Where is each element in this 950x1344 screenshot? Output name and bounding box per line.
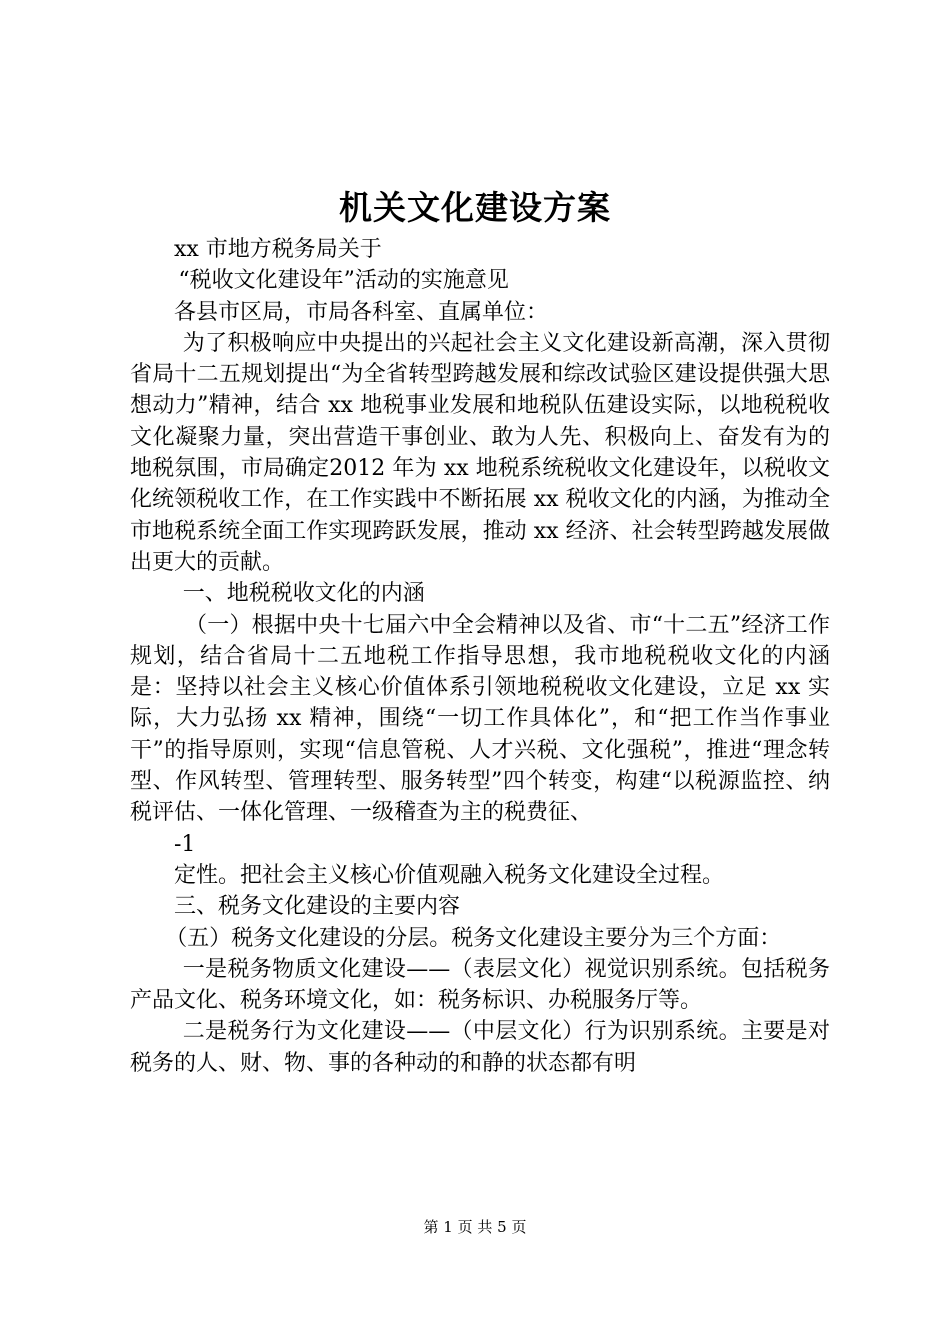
paragraph-section-1: （一）根据中央十七届六中全会精神以及省、市“十二五”经济工作规划，结合省局十二五地税工作指导思想，我市地税税收文化的内涵是：坚持以社会主义核心价值体系引领地税税收文化建设，立足 xx 实际，大力弘扬 xx 精神，围绕“一切工作具体化”，和“把工作当作事业干”的指导原则，实现“信息管税、人才兴税、文化强税”，推进“理念转型、作风转型、管理转型、服务转型”四个转变，构建“以税源监控、纳税评估、一体化管理、一级稽查为主的税费征、	[130, 612, 830, 826]
paragraph-heading-line-2: “税收文化建设年”活动的实施意见	[178, 268, 509, 294]
paragraph-continuation: 定性。把社会主义核心价值观融入税务文化建设全过程。	[174, 862, 725, 888]
paragraph-heading-line-1: xx 市地方税务局关于	[174, 237, 382, 262]
page-footer: 第 1 页 共 5 页	[423, 1218, 527, 1236]
paragraph-salutation: 各县市区局，市局各科室、直属单位：	[174, 299, 549, 325]
section-heading-1: 一、地税税收文化的内涵	[182, 581, 425, 607]
document-body	[130, 234, 830, 1079]
paragraph-intro: 为了积极响应中央提出的兴起社会主义文化建设新高潮，深入贯彻省局十二五规划提出“为全省转型跨越发展和综改试验区建设提供强大思想动力”精神，结合 xx 地税事业发展和地税队伍建设实际，以地税税收文化凝聚力量，突出营造干事创业、敢为人先、积极向上、奋发有为的地税氛围，市局确定2012 年为 xx 地税系统税收文化建设年，以税收文化统领税收工作，在工作实践中不断拓展 xx 税收文化的内涵，为推动全市地税系统全面工作实现跨跃发展，推动 xx 经济、社会转型跨越发展做出更大的贡献。	[130, 330, 830, 575]
document-title: 机关文化建设方案	[339, 188, 611, 227]
paragraph-layering: （五）税务文化建设的分层。税务文化建设主要分为三个方面：	[165, 925, 782, 951]
paragraph-behavior-culture: 二是税务行为文化建设——（中层文化）行为识别系统。主要是对税务的人、财、物、事的各种动的和静的状态都有明	[130, 1019, 830, 1076]
inline-page-number: -1	[174, 831, 196, 857]
section-heading-3: 三、税务文化建设的主要内容	[174, 894, 461, 920]
paragraph-material-culture: 一是税务物质文化建设——（表层文化）视觉识别系统。包括税务产品文化、税务环境文化，如：税务标识、办税服务厅等。	[130, 956, 830, 1014]
